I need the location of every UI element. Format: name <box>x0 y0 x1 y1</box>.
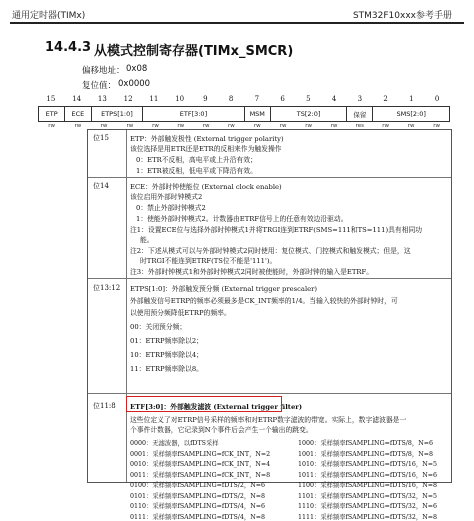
etf-filter-option: 0000：无滤波器，以fDTS采样 <box>130 440 219 447</box>
bit-number: 0 <box>434 95 440 103</box>
bit-access: rw <box>126 123 134 129</box>
section-title: 从模式控制寄存器(TIMx_SMCR) <box>94 44 294 59</box>
etf-filter-option: 0101：采样频率fSAMPLING=fDTS/2，N=8 <box>130 492 265 500</box>
bit-number: 9 <box>203 95 208 103</box>
desc-line: 该位启用外部时钟模式2 <box>130 193 203 201</box>
desc-line: 0：ETR不反相，高电平或上升沿有效； <box>136 156 257 164</box>
header-rule <box>10 22 464 24</box>
bit-number: 14 <box>72 95 82 103</box>
desc-line: 1：ETR被反相，低电平或下降沿有效。 <box>136 167 257 175</box>
desc-line: 注2：下述从模式可以与外部时钟模式2同时使用：复位模式、门控模式和触发模式；但是，这 <box>130 247 411 255</box>
desc-row-etp <box>88 130 451 176</box>
bit-number: 15 <box>46 95 56 103</box>
bit-field-3: ETF[3:0] <box>143 107 244 122</box>
desc-line: 10：ETRP频率除以4； <box>130 351 203 359</box>
bit-number: 3 <box>357 95 363 103</box>
bit-number: 13 <box>97 95 107 103</box>
bit-field-7: SMS[2:0] <box>373 107 450 122</box>
reset-value: 0x0000 <box>118 79 151 89</box>
bit-access: rw <box>228 123 235 129</box>
bit-label: 位11:8 <box>93 402 116 410</box>
bit-access: res <box>355 123 364 129</box>
desc-row-etf <box>88 393 451 521</box>
desc-line: 1：使能外部时钟模式2。计数器由ETRF信号上的任意有效边沿驱动。 <box>136 215 348 223</box>
desc-line: 01：ETRP频率除以2； <box>130 337 203 345</box>
bit-number-row <box>38 95 450 105</box>
etf-heading: ETF[3:0]：外部触发滤波 (External trigger filter) <box>130 403 303 411</box>
bit-access: rw <box>48 123 55 129</box>
bit-description-table <box>87 129 452 521</box>
etf-filter-option: 0100：采样频率fSAMPLING=fDTS/2，N=6 <box>130 482 265 489</box>
bit-field-0: ETP <box>39 107 65 122</box>
bit-label: 位14 <box>93 182 109 190</box>
bit-number: 1 <box>409 95 414 103</box>
bit-label: 位15 <box>93 134 109 142</box>
etf-filter-option: 1000：采样频率fSAMPLING=fDTS/8，N=6 <box>298 440 433 447</box>
desc-line: 该位选择是用ETR还是ETR的反相来作为触发操作 <box>130 145 282 153</box>
reset-label: 复位值： <box>82 81 117 91</box>
bit-number: 2 <box>383 95 388 103</box>
desc-line: 以使用预分频降低ETRP的频率。 <box>130 309 231 317</box>
etf-filter-option: 1001：采样频率fSAMPLING=fDTS/8，N=8 <box>298 450 433 458</box>
header-right: STM32F10xxx参考手册 <box>352 11 452 21</box>
bit-access: rw <box>279 123 287 129</box>
section-number: 14.4.3 <box>45 40 92 55</box>
highlight-box <box>126 396 282 412</box>
header-left: 通用定时器(TIMx) <box>12 11 86 21</box>
bit-access: rw <box>253 123 261 129</box>
bit-label: 位13:12 <box>93 284 121 292</box>
desc-line: 能。 <box>140 236 154 244</box>
offset-value: 0x08 <box>126 64 148 74</box>
bit-field-6: 保留 <box>347 107 373 122</box>
etf-filter-option: 1110：采样频率fSAMPLING=fDTS/32，N=6 <box>298 503 437 510</box>
etf-filter-option: 0111：采样频率fSAMPLING=fDTS/4，N=8 <box>130 513 265 521</box>
bit-field-1: ECE <box>65 107 91 122</box>
bit-field-5: TS[2:0] <box>270 107 346 122</box>
offset-label: 偏移地址： <box>82 66 125 76</box>
bit-access: rw <box>152 123 159 129</box>
desc-line: 00：关闭预分频； <box>130 323 187 331</box>
bit-access: rw <box>382 123 389 129</box>
bit-number: 7 <box>254 95 260 103</box>
bit-number: 8 <box>228 95 234 103</box>
desc-line: 个事件计数器，它记录到N个事件后会产生一个输出的跳变。 <box>130 426 313 434</box>
bit-number: 4 <box>331 95 337 103</box>
etf-filter-option: 1101：采样频率fSAMPLING=fDTS/32，N=5 <box>298 492 437 500</box>
bit-number: 11 <box>149 95 159 103</box>
desc-line: 这些位定义了对ETRP信号采样的频率和对ETRP数字滤波的带宽。实际上，数字滤波器是一 <box>130 416 407 424</box>
desc-line: 注3：外部时钟模式1和外部时钟模式2同时被使能时，外部时钟的输入是ETRF。 <box>130 268 374 276</box>
desc-line: ETP：外部触发极性 (External trigger polarity) <box>130 135 284 143</box>
etf-filter-option: 0011：采样频率fSAMPLING=fCK_INT，N=8 <box>130 471 271 479</box>
bit-number: 10 <box>175 95 185 103</box>
desc-line: 时TRGI不能连到ETRF(TS位不能是'111')。 <box>140 257 277 265</box>
bit-access: rw <box>74 123 82 129</box>
bit-access: rw <box>177 123 185 129</box>
desc-line: 注1：设置ECE位与选择外部时钟模式1并将TRGI连到ETRF(SMS=111和TS=111)具有相同功 <box>130 226 423 234</box>
desc-line: 外部触发信号ETRP的频率必须最多是CK_INT频率的1/4。当输入较快的外部时钟时，可 <box>130 297 398 305</box>
etf-filter-option: 1010：采样频率fSAMPLING=fDTS/16，N=5 <box>298 461 437 468</box>
desc-line: 11：ETRP频率除以8。 <box>130 365 203 373</box>
bit-field-2: ETPS[1:0] <box>91 107 143 122</box>
etf-filter-option: 1111：采样频率fSAMPLING=fDTS/32，N=8 <box>298 513 437 521</box>
bit-field-4: MSM <box>244 107 270 122</box>
bit-number: 6 <box>280 95 285 103</box>
etf-filter-option: 0010：采样频率fSAMPLING=fCK_INT，N=4 <box>130 461 271 468</box>
desc-line: ECE：外部时钟使能位 (External clock enable) <box>130 183 282 191</box>
etf-filter-option: 0110：采样频率fSAMPLING=fDTS/4，N=6 <box>130 503 265 510</box>
bit-access: rw <box>330 123 338 129</box>
etf-filter-option: 1100：采样频率fSAMPLING=fDTS/16，N=8 <box>298 482 437 489</box>
etf-filter-option: 1011：采样频率fSAMPLING=fDTS/16，N=6 <box>298 471 437 479</box>
bit-access: rw <box>407 123 415 129</box>
desc-line: 0：禁止外部时钟模式2 <box>136 204 206 212</box>
desc-row-ece <box>88 177 451 279</box>
register-bit-table <box>38 106 450 130</box>
bit-access: rw <box>433 123 441 129</box>
bit-number: 12 <box>123 95 133 103</box>
bit-access: rw <box>202 123 210 129</box>
bit-access: rw <box>100 123 108 129</box>
desc-line: ETPS[1:0]：外部触发预分频 (External trigger prescaler) <box>130 285 318 293</box>
desc-row-etps <box>88 278 451 393</box>
bit-access: rw <box>305 123 312 129</box>
bit-number: 5 <box>306 95 311 103</box>
etf-filter-option: 0001：采样频率fSAMPLING=fCK_INT，N=2 <box>130 450 271 458</box>
